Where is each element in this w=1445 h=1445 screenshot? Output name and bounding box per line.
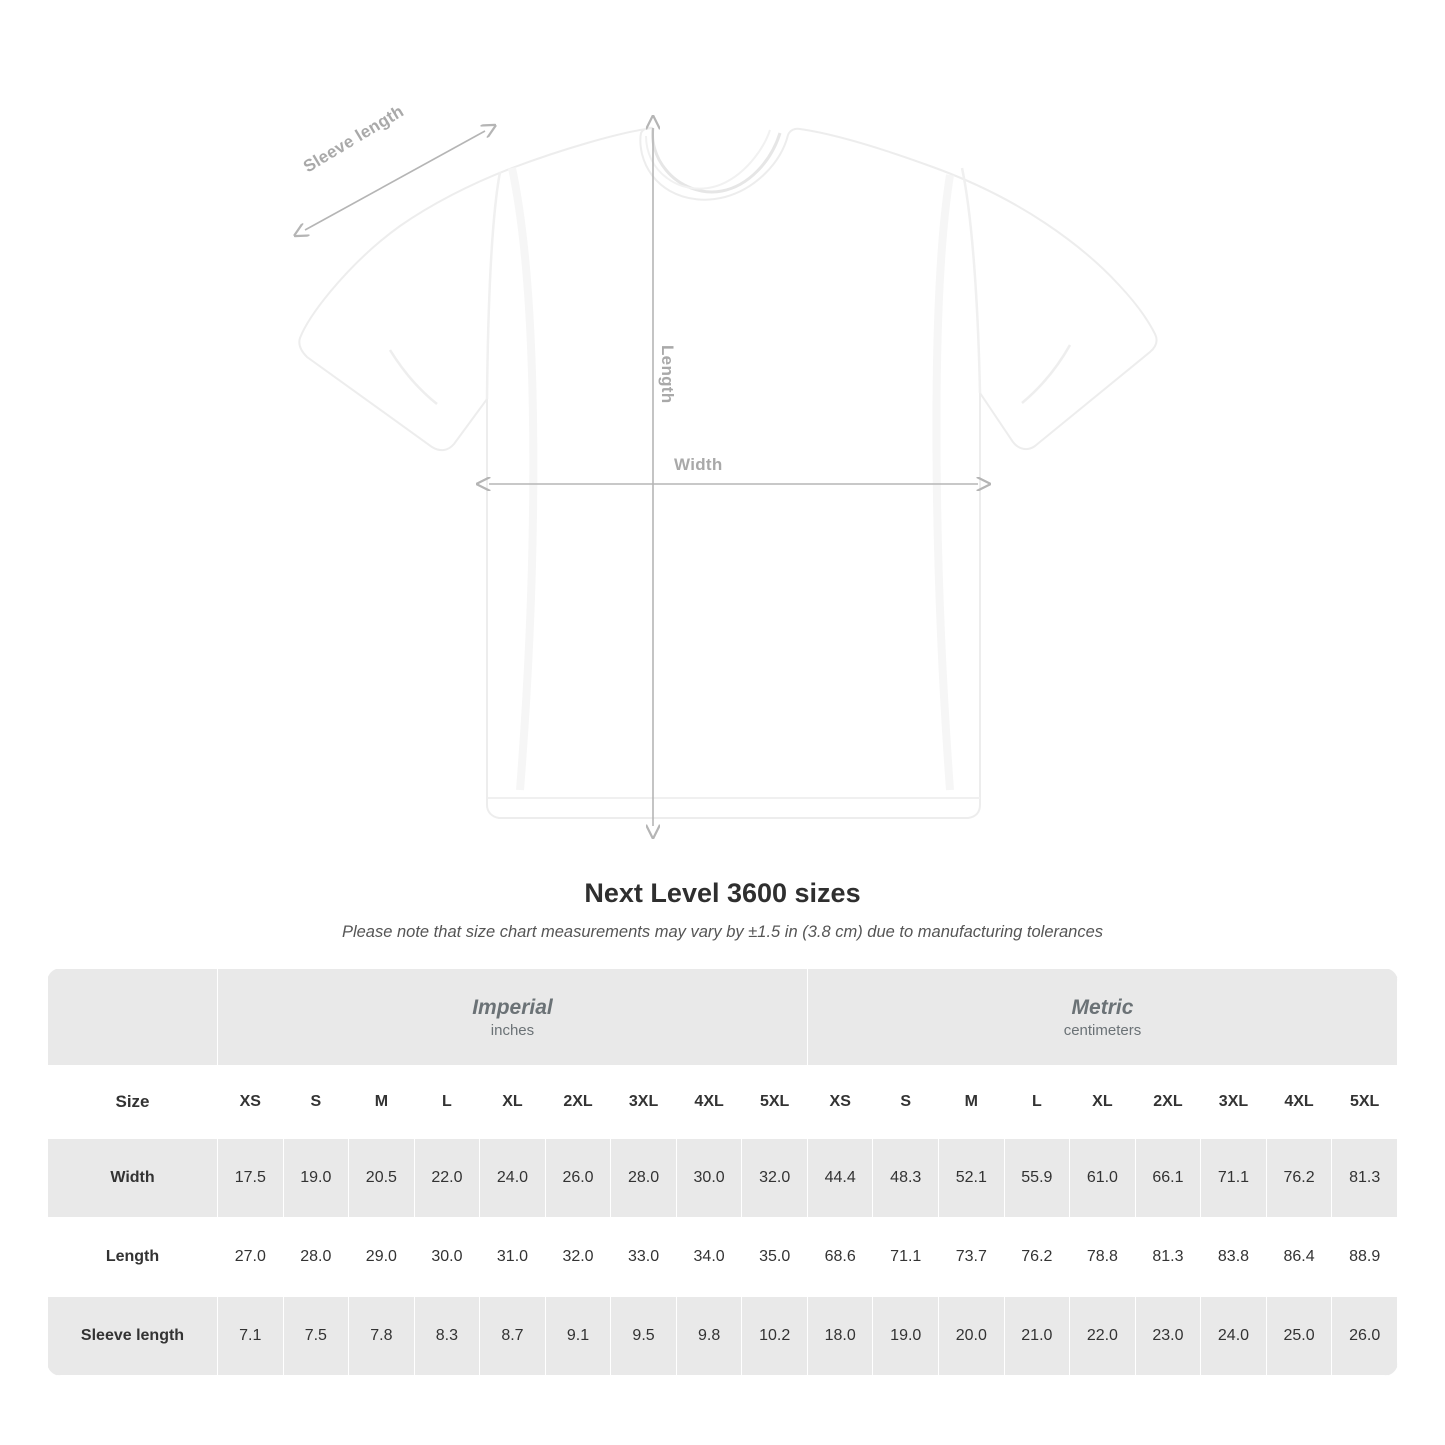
size-header-imperial-2xl: 2XL [545,1066,611,1139]
width-dimension-label: Width [674,455,723,474]
length-dimension-label: Length [658,345,677,404]
sleeve-metric-xl: 22.0 [1070,1297,1136,1376]
length-imperial-xs: 27.0 [218,1218,284,1297]
sleeve-metric-3xl: 24.0 [1201,1297,1267,1376]
length-imperial-4xl: 34.0 [676,1218,742,1297]
length-imperial-3xl: 33.0 [611,1218,677,1297]
width-imperial-3xl: 28.0 [611,1139,677,1218]
sleeve-imperial-5xl: 10.2 [742,1297,808,1376]
size-table-wrapper [47,968,1398,1376]
metric-unit: centimeters [1063,1021,1142,1039]
size-header-metric-xl: XL [1070,1066,1136,1139]
sleeve-imperial-l: 8.3 [414,1297,480,1376]
metric-label: Metric [1071,996,1134,1020]
sleeve-imperial-s: 7.5 [283,1297,349,1376]
size-chart-table [47,968,1398,1376]
width-imperial-xl: 24.0 [480,1139,546,1218]
width-imperial-2xl: 26.0 [545,1139,611,1218]
length-imperial-xl: 31.0 [480,1218,546,1297]
width-metric-xl: 61.0 [1070,1139,1136,1218]
size-header-metric-m: M [939,1066,1005,1139]
length-metric-4xl: 86.4 [1266,1218,1332,1297]
length-metric-xl: 78.8 [1070,1218,1136,1297]
system-row-spacer [48,969,218,1066]
imperial-unit: inches [490,1021,535,1039]
size-header-metric-l: L [1004,1066,1070,1139]
size-header-imperial-m: M [349,1066,415,1139]
length-imperial-m: 29.0 [349,1218,415,1297]
width-imperial-4xl: 30.0 [676,1139,742,1218]
sleeve-imperial-4xl: 9.8 [676,1297,742,1376]
width-imperial-xs: 17.5 [218,1139,284,1218]
length-metric-m: 73.7 [939,1218,1005,1297]
table-row [48,1297,1398,1376]
sleeve-imperial-3xl: 9.5 [611,1297,677,1376]
size-header-imperial-l: L [414,1066,480,1139]
sleeve-imperial-2xl: 9.1 [545,1297,611,1376]
width-metric-3xl: 71.1 [1201,1139,1267,1218]
size-header-metric-4xl: 4XL [1266,1066,1332,1139]
width-metric-5xl: 81.3 [1332,1139,1398,1218]
size-header-metric-3xl: 3XL [1201,1066,1267,1139]
length-metric-5xl: 88.9 [1332,1218,1398,1297]
width-metric-m: 52.1 [939,1139,1005,1218]
length-metric-3xl: 83.8 [1201,1218,1267,1297]
row-label-sleeve-length: Sleeve length [48,1297,218,1376]
size-header-metric-5xl: 5XL [1332,1066,1398,1139]
metric-system-header [807,969,1397,1066]
size-header-imperial-5xl: 5XL [742,1066,808,1139]
measurement-system-row [48,969,1398,1066]
width-imperial-5xl: 32.0 [742,1139,808,1218]
sleeve-length-dimension-label: Sleeve length [300,101,408,177]
size-header-imperial-xl: XL [480,1066,546,1139]
width-metric-xs: 44.4 [807,1139,873,1218]
width-imperial-l: 22.0 [414,1139,480,1218]
length-imperial-s: 28.0 [283,1218,349,1297]
sleeve-imperial-xl: 8.7 [480,1297,546,1376]
sleeve-imperial-m: 7.8 [349,1297,415,1376]
sleeve-metric-4xl: 25.0 [1266,1297,1332,1376]
table-row [48,1218,1398,1297]
width-imperial-m: 20.5 [349,1139,415,1218]
width-imperial-s: 19.0 [283,1139,349,1218]
length-metric-2xl: 81.3 [1135,1218,1201,1297]
imperial-label: Imperial [472,996,553,1020]
size-header-imperial-xs: XS [218,1066,284,1139]
length-metric-s: 71.1 [873,1218,939,1297]
sleeve-metric-xs: 18.0 [807,1297,873,1376]
sleeve-metric-5xl: 26.0 [1332,1297,1398,1376]
width-metric-l: 55.9 [1004,1139,1070,1218]
sleeve-metric-m: 20.0 [939,1297,1005,1376]
sleeve-metric-2xl: 23.0 [1135,1297,1201,1376]
page-title: Next Level 3600 sizes [584,878,861,908]
sleeve-imperial-xs: 7.1 [218,1297,284,1376]
tolerance-note: Please note that size chart measurements may vary by ±1.5 in (3.8 cm) due to manufacturing tolerances [341,923,1104,941]
size-header-imperial-4xl: 4XL [676,1066,742,1139]
row-label-length: Length [48,1218,218,1297]
width-metric-4xl: 76.2 [1266,1139,1332,1218]
size-column-label: Size [48,1066,218,1139]
length-metric-l: 76.2 [1004,1218,1070,1297]
length-imperial-2xl: 32.0 [545,1218,611,1297]
width-metric-2xl: 66.1 [1135,1139,1201,1218]
sleeve-metric-s: 19.0 [873,1297,939,1376]
size-header-metric-2xl: 2XL [1135,1066,1201,1139]
imperial-system-header [218,969,808,1066]
size-header-metric-s: S [873,1066,939,1139]
size-header-metric-xs: XS [807,1066,873,1139]
size-header-imperial-s: S [283,1066,349,1139]
row-label-width: Width [48,1139,218,1218]
size-header-imperial-3xl: 3XL [611,1066,677,1139]
length-imperial-l: 30.0 [414,1218,480,1297]
size-header-row [48,1066,1398,1139]
table-row [48,1139,1398,1218]
width-metric-s: 48.3 [873,1139,939,1218]
sleeve-metric-l: 21.0 [1004,1297,1070,1376]
length-imperial-5xl: 35.0 [742,1218,808,1297]
length-metric-xs: 68.6 [807,1218,873,1297]
